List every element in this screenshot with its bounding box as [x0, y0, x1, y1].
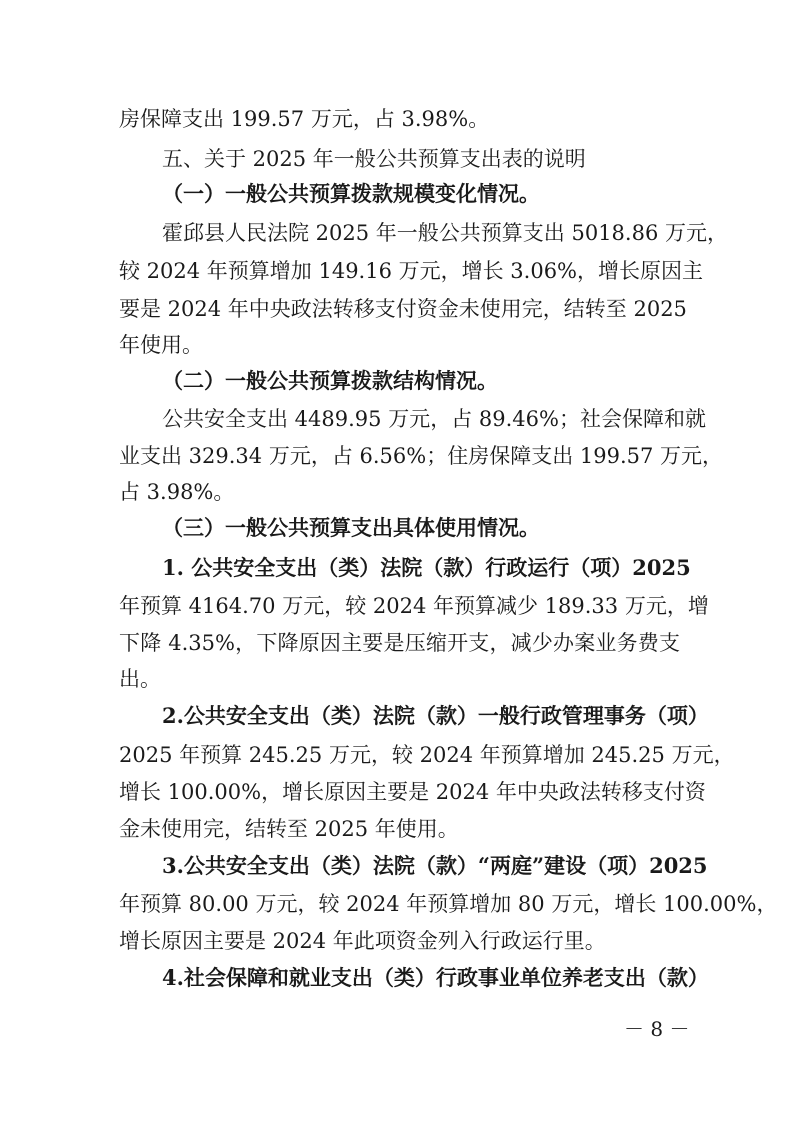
subsection-heading: （三）一般公共预算支出具体使用情况。	[162, 515, 540, 540]
text-line: 2025 年预算 245.25 万元，较 2024 年预算增加 245.25 万元，	[119, 743, 735, 767]
text-line: 年使用。	[119, 333, 203, 357]
text-line: 较 2024 年预算增加 149.16 万元，增长 3.06%，增长原因主	[119, 259, 704, 283]
text-line: 下降 4.35%，下降原因主要是压缩开支，减少办案业务费支	[119, 631, 680, 655]
section-heading: 五、关于 2025 年一般公共预算支出表的说明	[162, 147, 586, 171]
text-line: 霍邱县人民法院 2025 年一般公共预算支出 5018.86 万元，	[162, 221, 728, 245]
text-line: 房保障支出 199.57 万元，占 3.98%。	[119, 107, 490, 131]
item-heading: 2.公共安全支出（类）法院（款）一般行政管理事务（项）	[162, 703, 709, 728]
text-line: 出。	[119, 667, 161, 691]
text-line: 金未使用完，结转至 2025 年使用。	[119, 817, 459, 841]
text-line: 公共安全支出 4489.95 万元，占 89.46%；社会保障和就	[162, 407, 706, 431]
text-line: 年预算 80.00 万元，较 2024 年预算增加 80 万元，增长 100.00%，	[119, 892, 778, 916]
text-line: 要是 2024 年中央政法转移支付资金未使用完，结转至 2025	[119, 297, 687, 321]
page-number: － 8 －	[624, 1017, 690, 1041]
item-heading: 3.公共安全支出（类）法院（款）“两庭”建设（项）2025	[162, 853, 708, 878]
item-heading: 1. 公共安全支出（类）法院（款）行政运行（项）2025	[162, 555, 691, 580]
text-line: 年预算 4164.70 万元，较 2024 年预算减少 189.33 万元，增	[119, 594, 709, 618]
subsection-heading: （二）一般公共预算拨款结构情况。	[162, 368, 498, 393]
text-line: 增长 100.00%，增长原因主要是 2024 年中央政法转移支付资	[119, 780, 706, 804]
item-heading: 4.社会保障和就业支出（类）行政事业单位养老支出（款）	[162, 965, 709, 990]
text-line: 业支出 329.34 万元，占 6.56%；住房保障支出 199.57 万元，	[119, 444, 724, 468]
text-line: 占 3.98%。	[119, 480, 235, 504]
subsection-heading: （一）一般公共预算拨款规模变化情况。	[162, 181, 540, 206]
text-line: 增长原因主要是 2024 年此项资金列入行政运行里。	[119, 929, 606, 953]
